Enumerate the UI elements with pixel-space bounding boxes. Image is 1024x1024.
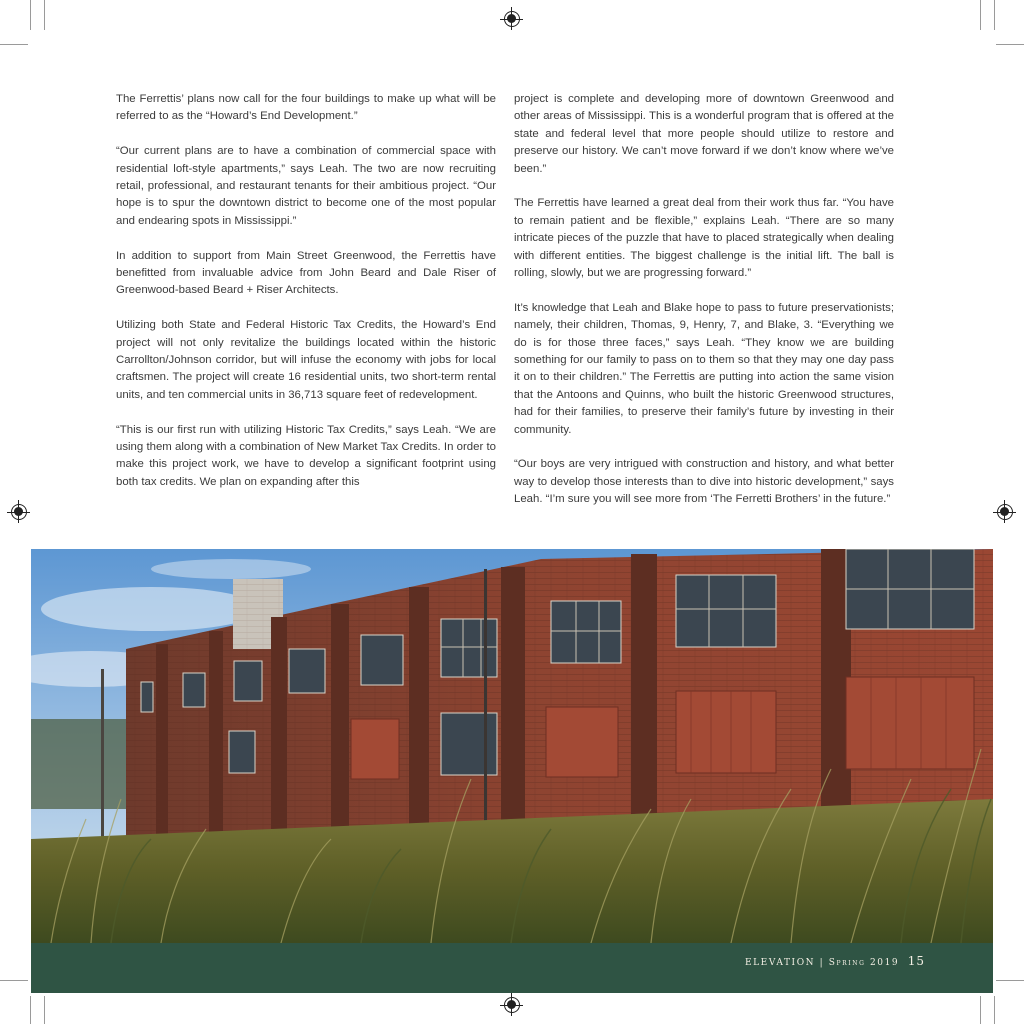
page-number: 15 <box>907 954 925 968</box>
crop-mark <box>994 996 995 1024</box>
registration-mark-icon <box>11 504 27 520</box>
article-paragraph: The Ferrettis have learned a great deal from their work thus far. “You have to remain patient and be flexible,” explains Leah. “There are so many intricate pieces of the puzzle that have to placed strategically when dealing with different entities. The biggest challenge is the initial lift. The ball is rolling, slowly, but we are progressing forward.” <box>514 197 894 280</box>
article-paragraph: “This is our first run with utilizing Historic Tax Credits,” says Leah. “We are using them along with a combination of New Market Tax Credits. In order to make this project work, we have to develop a significant footprint using both tax credits. We plan on expanding after this <box>116 423 496 488</box>
footer-band <box>31 943 993 993</box>
crop-mark <box>0 980 28 981</box>
article-paragraph: “Our current plans are to have a combination of commercial space with residential loft-style apartments,” says Leah. The two are now recruiting retail, professional, and restaurant tenants for their ambitious project. “Our hope is to spur the downtown district to become one of the most popular and endearing spots in Mississippi.” <box>116 145 496 227</box>
registration-mark-icon <box>504 997 520 1013</box>
crop-mark <box>994 0 995 30</box>
crop-mark <box>30 0 31 30</box>
issue-label: Spring 2019 <box>828 958 900 968</box>
article-paragraph: The Ferrettis’ plans now call for the four buildings to make up what will be referred to as the “Howard’s End Development.” <box>116 93 496 123</box>
article-column-left <box>116 91 496 509</box>
article-paragraph: Utilizing both State and Federal Historic Tax Credits, the Howard’s End project will not only revitalize the buildings located within the historic Carrollton/Johnson corridor, but will infuse the economy with jobs for local craftsmen. The project will create 16 residential units, two short-term rental units, and ten commercial units in 36,713 square feet of redevelopment. <box>116 319 496 401</box>
registration-mark-icon <box>1004 500 1005 523</box>
registration-mark-icon <box>511 993 512 1016</box>
registration-mark-icon <box>504 11 520 27</box>
crop-mark <box>0 44 28 45</box>
registration-mark-icon <box>997 504 1013 520</box>
crop-mark <box>980 996 981 1024</box>
registration-mark-icon <box>18 500 19 523</box>
brick-building-photo <box>31 549 993 943</box>
crop-mark <box>44 0 45 30</box>
crop-mark <box>980 0 981 30</box>
article-paragraph: It’s knowledge that Leah and Blake hope to pass to future preservationists; namely, their children, Thomas, 9, Henry, 7, and Blake, 3. “Everything we do is for those three faces,” says Leah. “They know we are building something for our family to pass on to them so that they may one day pass it on to their children.” The Ferrettis are putting into action the same vision that the Antoons and Quinns, who built the historic Greenwood structures, had for their families, to preserve their family’s future by investing in their community. <box>514 301 894 436</box>
article-column-right <box>514 91 894 526</box>
running-footer <box>745 954 925 968</box>
crop-mark <box>30 996 31 1024</box>
crop-mark <box>44 996 45 1024</box>
article-paragraph: “Our boys are very intrigued with construction and history, and what better way to develop those interests than to dive into historic development,” says Leah. “I’m sure you will see more from ‘The Ferretti Brothers’ in the future.” <box>514 458 894 506</box>
crop-mark <box>996 44 1024 45</box>
article-paragraph: In addition to support from Main Street Greenwood, the Ferrettis have benefitted from invaluable advice from John Beard and Dale Riser of Greenwood-based Beard + Riser Architects. <box>116 249 496 297</box>
crop-mark <box>996 980 1024 981</box>
registration-mark-icon <box>511 7 512 30</box>
article-paragraph: project is complete and developing more of downtown Greenwood and other areas of Mississippi. This is a wonderful program that is offered at the state and federal level that more people should utilize to restore and preserve our history. We can’t move forward if we don’t know where we’ve been.” <box>514 93 894 175</box>
magazine-name: ELEVATION <box>744 958 816 968</box>
footer-separator: | <box>819 958 825 968</box>
